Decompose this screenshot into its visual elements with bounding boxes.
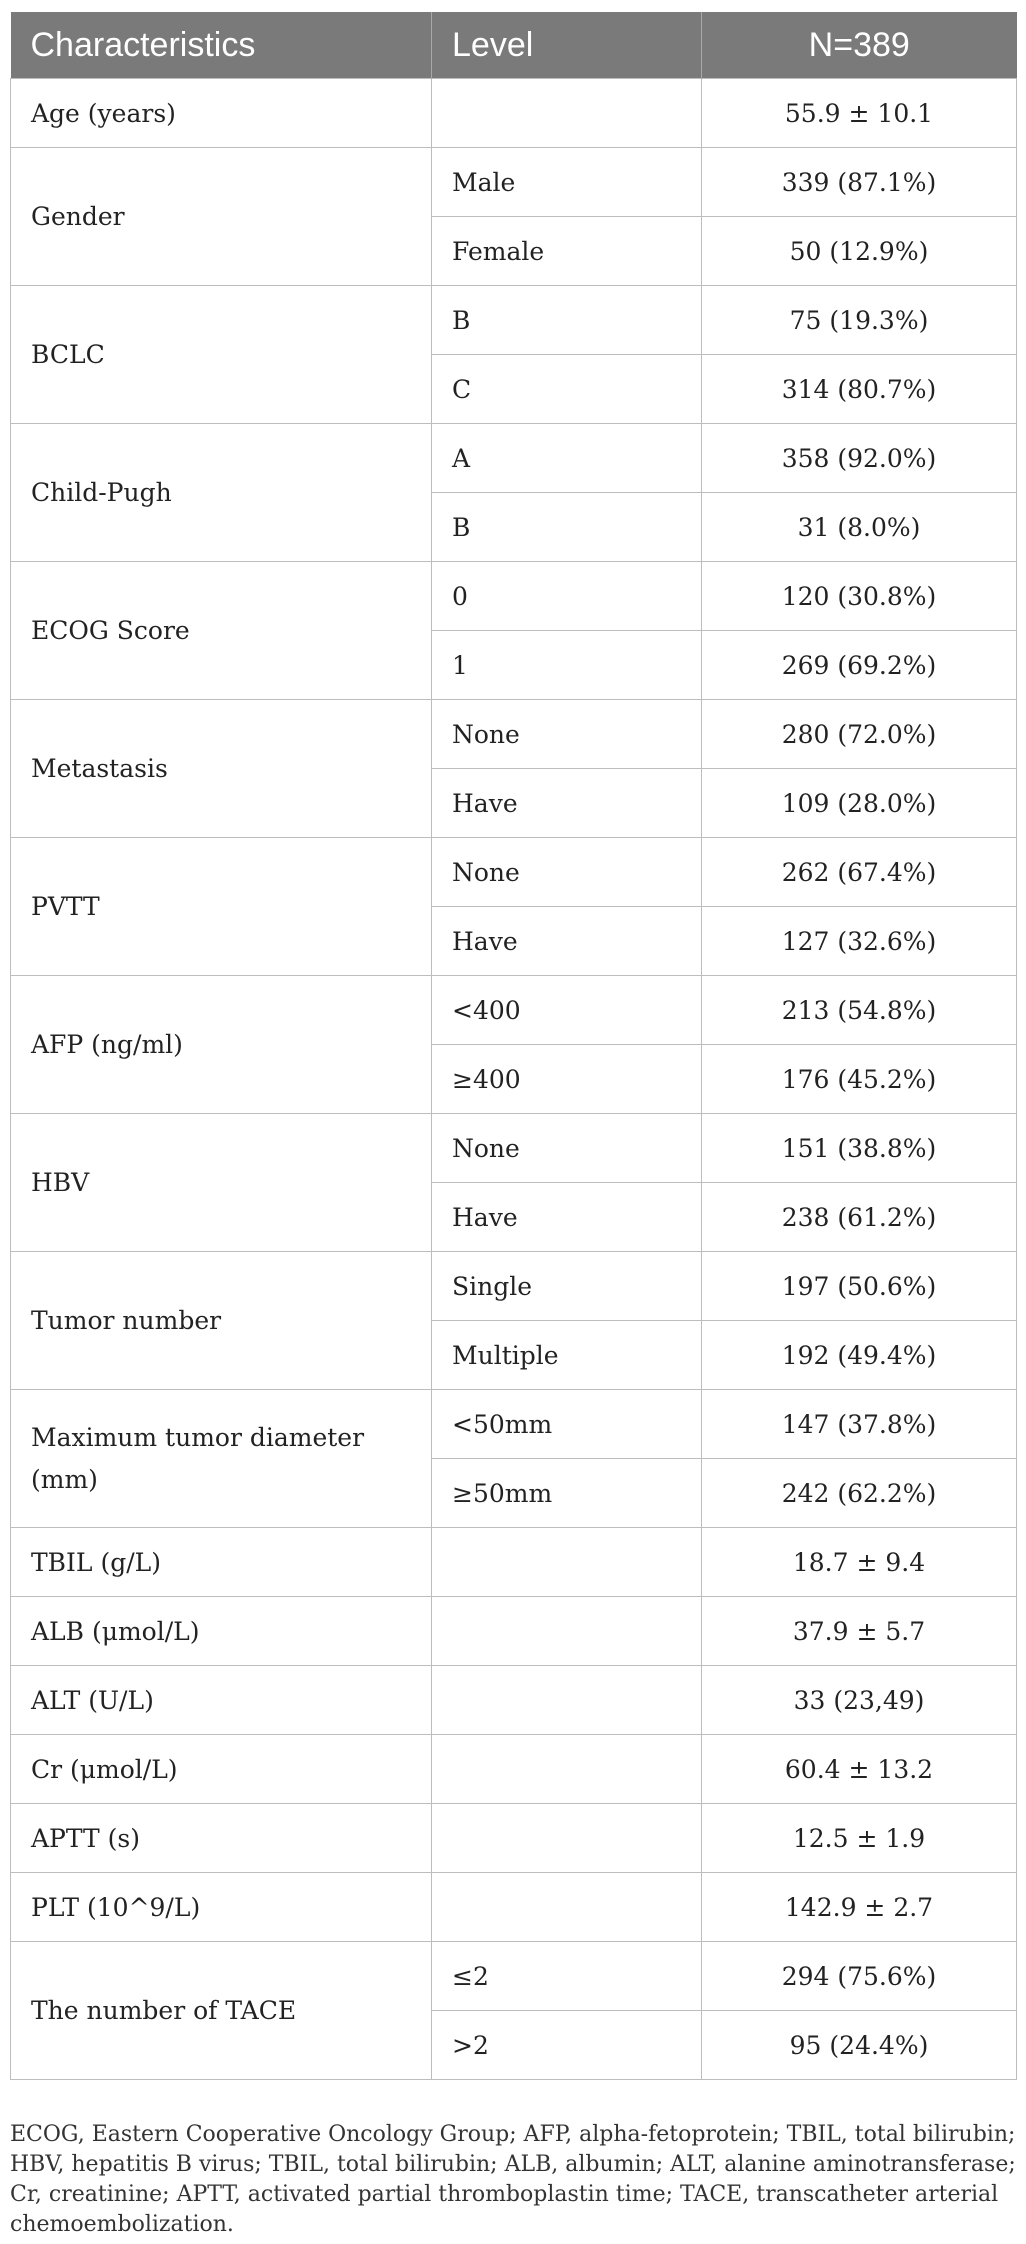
value-cell: 358 (92.0%) <box>702 424 1017 493</box>
table-row <box>11 1252 1017 1321</box>
level-cell <box>432 1804 702 1873</box>
value-cell: 238 (61.2%) <box>702 1183 1017 1252</box>
level-cell <box>432 1873 702 1942</box>
level-cell: B <box>432 493 702 562</box>
value-cell: 60.4 ± 13.2 <box>702 1735 1017 1804</box>
characteristic-cell: Cr (μmol/L) <box>11 1735 432 1804</box>
table-row <box>11 700 1017 769</box>
value-cell: 242 (62.2%) <box>702 1459 1017 1528</box>
level-cell: None <box>432 838 702 907</box>
table-row <box>11 1873 1017 1942</box>
level-cell: Female <box>432 217 702 286</box>
level-cell: Multiple <box>432 1321 702 1390</box>
value-cell: 176 (45.2%) <box>702 1045 1017 1114</box>
table-footnote: ECOG, Eastern Cooperative Oncology Group; AFP, alpha-fetoprotein; TBIL, total bilirubin; HBV, hepatitis B virus; TBIL, total bilirubin; ALB, albumin; ALT, alanine aminotransferase; Cr, creatinine; APTT, activated partial thromboplastin time; TACE, transcatheter arterial chemoembolization. <box>10 2122 1016 2237</box>
characteristics-table <box>10 12 1017 2080</box>
level-cell: C <box>432 355 702 424</box>
table-header-row <box>11 12 1017 79</box>
header-n: N=389 <box>702 12 1017 79</box>
value-cell: 75 (19.3%) <box>702 286 1017 355</box>
level-cell: Have <box>432 769 702 838</box>
value-cell: 31 (8.0%) <box>702 493 1017 562</box>
level-cell: Single <box>432 1252 702 1321</box>
table-row <box>11 148 1017 217</box>
level-cell: >2 <box>432 2011 702 2080</box>
value-cell: 197 (50.6%) <box>702 1252 1017 1321</box>
characteristic-cell: Metastasis <box>11 700 432 838</box>
table-container <box>10 12 1016 2080</box>
value-cell: 213 (54.8%) <box>702 976 1017 1045</box>
characteristic-cell: BCLC <box>11 286 432 424</box>
value-cell: 294 (75.6%) <box>702 1942 1017 2011</box>
table-row <box>11 1735 1017 1804</box>
table-row <box>11 1597 1017 1666</box>
value-cell: 280 (72.0%) <box>702 700 1017 769</box>
level-cell: Have <box>432 1183 702 1252</box>
characteristic-cell: ALB (μmol/L) <box>11 1597 432 1666</box>
characteristic-cell: Tumor number <box>11 1252 432 1390</box>
table-row <box>11 286 1017 355</box>
header-level: Level <box>432 12 702 79</box>
level-cell: None <box>432 700 702 769</box>
table-row <box>11 1666 1017 1735</box>
characteristic-cell: HBV <box>11 1114 432 1252</box>
table-row <box>11 79 1017 148</box>
value-cell: 37.9 ± 5.7 <box>702 1597 1017 1666</box>
value-cell: 12.5 ± 1.9 <box>702 1804 1017 1873</box>
level-cell: 1 <box>432 631 702 700</box>
level-cell: B <box>432 286 702 355</box>
table-row <box>11 976 1017 1045</box>
level-cell: ≤2 <box>432 1942 702 2011</box>
characteristic-cell: The number of TACE <box>11 1942 432 2080</box>
characteristic-cell: Maximum tumor diameter (mm) <box>11 1390 432 1528</box>
characteristic-cell: PLT (10^9/L) <box>11 1873 432 1942</box>
value-cell: 120 (30.8%) <box>702 562 1017 631</box>
header-characteristics: Characteristics <box>11 12 432 79</box>
value-cell: 151 (38.8%) <box>702 1114 1017 1183</box>
table-body <box>11 79 1017 2080</box>
characteristic-cell: PVTT <box>11 838 432 976</box>
characteristic-cell: APTT (s) <box>11 1804 432 1873</box>
level-cell: ≥50mm <box>432 1459 702 1528</box>
value-cell: 314 (80.7%) <box>702 355 1017 424</box>
level-cell: Male <box>432 148 702 217</box>
level-cell: Have <box>432 907 702 976</box>
table-row <box>11 562 1017 631</box>
value-cell: 55.9 ± 10.1 <box>702 79 1017 148</box>
table-row <box>11 1390 1017 1459</box>
table-row <box>11 1942 1017 2011</box>
characteristic-cell: Age (years) <box>11 79 432 148</box>
value-cell: 339 (87.1%) <box>702 148 1017 217</box>
level-cell <box>432 1666 702 1735</box>
characteristic-cell: ALT (U/L) <box>11 1666 432 1735</box>
value-cell: 192 (49.4%) <box>702 1321 1017 1390</box>
value-cell: 33 (23,49) <box>702 1666 1017 1735</box>
value-cell: 109 (28.0%) <box>702 769 1017 838</box>
level-cell: None <box>432 1114 702 1183</box>
table-row <box>11 1528 1017 1597</box>
value-cell: 95 (24.4%) <box>702 2011 1017 2080</box>
level-cell: A <box>432 424 702 493</box>
level-cell <box>432 1528 702 1597</box>
level-cell <box>432 1735 702 1804</box>
value-cell: 50 (12.9%) <box>702 217 1017 286</box>
characteristic-cell: Gender <box>11 148 432 286</box>
value-cell: 18.7 ± 9.4 <box>702 1528 1017 1597</box>
level-cell: <400 <box>432 976 702 1045</box>
level-cell <box>432 1597 702 1666</box>
table-row <box>11 1114 1017 1183</box>
level-cell: <50mm <box>432 1390 702 1459</box>
value-cell: 269 (69.2%) <box>702 631 1017 700</box>
value-cell: 127 (32.6%) <box>702 907 1017 976</box>
characteristic-cell: ECOG Score <box>11 562 432 700</box>
value-cell: 147 (37.8%) <box>702 1390 1017 1459</box>
value-cell: 142.9 ± 2.7 <box>702 1873 1017 1942</box>
table-row <box>11 1804 1017 1873</box>
characteristic-cell: Child-Pugh <box>11 424 432 562</box>
table-row <box>11 838 1017 907</box>
table-row <box>11 424 1017 493</box>
level-cell <box>432 79 702 148</box>
characteristic-cell: AFP (ng/ml) <box>11 976 432 1114</box>
value-cell: 262 (67.4%) <box>702 838 1017 907</box>
level-cell: 0 <box>432 562 702 631</box>
characteristic-cell: TBIL (g/L) <box>11 1528 432 1597</box>
level-cell: ≥400 <box>432 1045 702 1114</box>
